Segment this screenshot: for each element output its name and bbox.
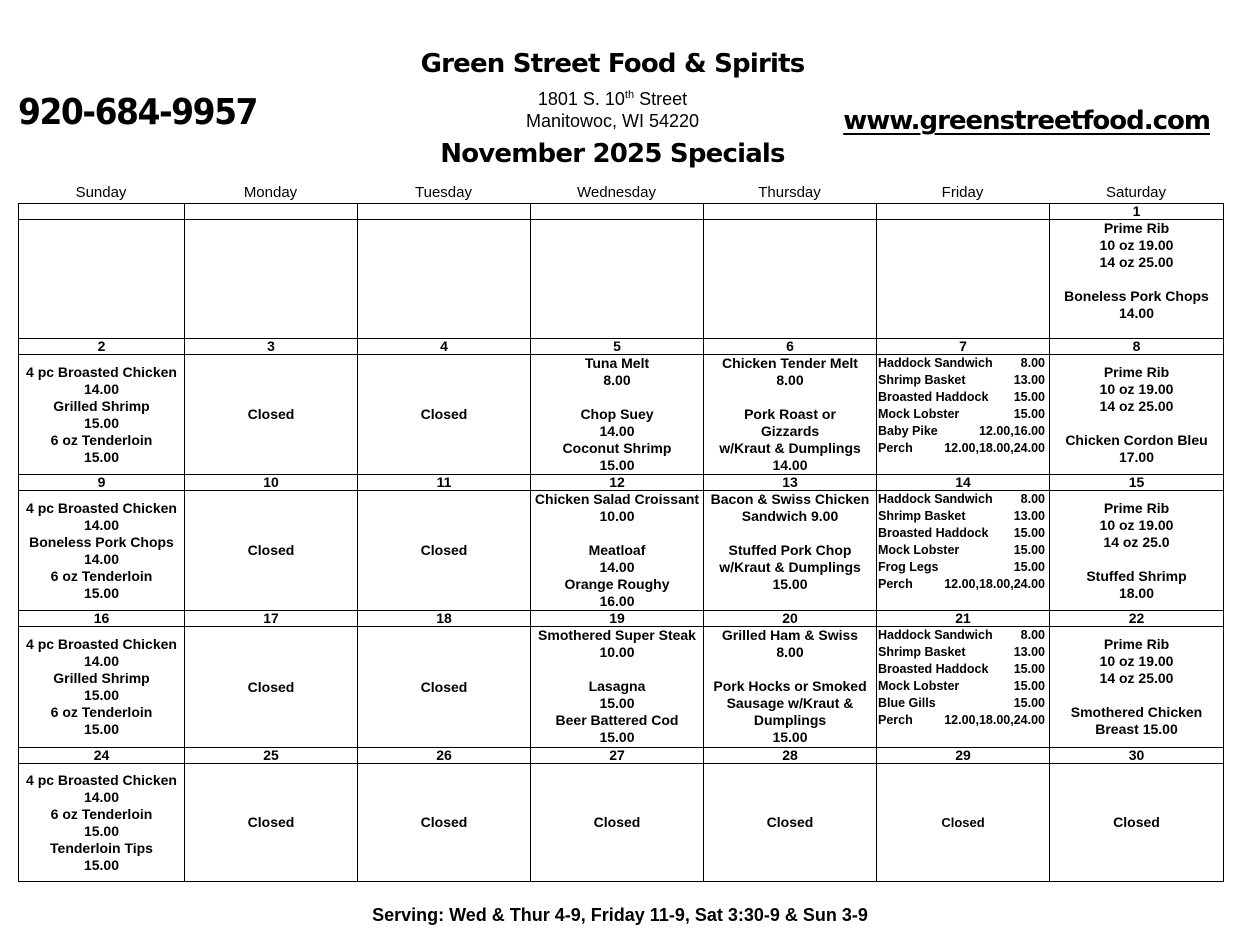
- special-line: 15.00: [83, 414, 120, 431]
- friday-menu-item: [877, 661, 1049, 678]
- friday-menu-item: [877, 355, 1049, 372]
- menu-item-price: 13.00: [1013, 373, 1045, 387]
- day-number: 20: [704, 611, 877, 627]
- menu-item-name: Perch: [878, 441, 913, 455]
- menu-item-name: Frog Legs: [878, 560, 939, 574]
- day-number: 12: [531, 475, 704, 491]
- closed-label: Closed: [1113, 814, 1160, 830]
- special-line: Chicken Salad Croissant: [534, 491, 700, 507]
- day-number: 7: [877, 339, 1050, 355]
- menu-item-name: Haddock Sandwich: [878, 492, 993, 506]
- specials-list: [185, 355, 357, 474]
- day-cell-thursday: [704, 491, 877, 611]
- week-number-row: [19, 475, 1224, 491]
- special-line: Grilled Shrimp: [53, 397, 150, 414]
- friday-menu-item: [877, 678, 1049, 695]
- day-number: 17: [185, 611, 358, 627]
- day-cell-tuesday: [358, 220, 531, 339]
- day-number: 26: [358, 748, 531, 764]
- special-line: 14 oz 25.00: [1099, 254, 1174, 270]
- special-line: 15.00: [83, 721, 120, 737]
- specials-list: [19, 627, 184, 747]
- specials-list: [531, 220, 703, 338]
- special-line: Beer Battered Cod: [555, 712, 679, 728]
- special-line: 10 oz 19.00: [1099, 237, 1174, 253]
- special-line: Breast 15.00: [1095, 721, 1178, 737]
- specials-list: [877, 764, 1049, 881]
- special-line: Sandwich 9.00: [741, 508, 839, 524]
- special-line: Boneless Pork Chops: [1064, 288, 1209, 304]
- special-line: Prime Rib: [1103, 636, 1170, 652]
- special-line: 14 oz 25.00: [1099, 670, 1174, 686]
- weekday-thursday: Thursday: [758, 184, 821, 201]
- special-line: 15.00: [83, 584, 120, 601]
- specials-list: [19, 220, 184, 338]
- special-line: 8.00: [776, 372, 804, 388]
- friday-menu-item: [877, 559, 1049, 576]
- week-number-row: [19, 748, 1224, 764]
- friday-menu-item: [877, 576, 1049, 593]
- special-line: 14.00: [599, 559, 635, 575]
- special-line: Prime Rib: [1103, 363, 1170, 380]
- specials-list: [358, 220, 530, 338]
- day-cell-saturday: [1050, 627, 1224, 748]
- friday-menu-item: [877, 440, 1049, 457]
- day-cell-monday: [185, 627, 358, 748]
- closed-label: Closed: [941, 815, 985, 830]
- special-line: 15.00: [83, 822, 120, 839]
- special-line: 14.00: [83, 788, 120, 805]
- special-line: Prime Rib: [1103, 220, 1170, 236]
- specials-list: [531, 355, 703, 474]
- week-specials-row: [19, 491, 1224, 611]
- friday-menu-item: [877, 627, 1049, 644]
- special-line: Grilled Shrimp: [53, 670, 150, 686]
- specials-list: [185, 220, 357, 338]
- closed-label: Closed: [593, 814, 641, 830]
- special-line: 4 pc Broasted Chicken: [26, 771, 177, 788]
- closed-label: Closed: [420, 542, 468, 558]
- specials-list: [1050, 627, 1223, 747]
- day-cell-wednesday: [531, 491, 704, 611]
- day-cell-thursday: [704, 355, 877, 475]
- menu-item-name: Mock Lobster: [878, 679, 960, 693]
- day-number: 22: [1050, 611, 1224, 627]
- menu-item-name: Shrimp Basket: [878, 373, 966, 387]
- friday-menu-item: [877, 712, 1049, 729]
- special-line: 15.00: [83, 448, 120, 465]
- menu-item-price: 13.00: [1013, 509, 1045, 523]
- calendar-grid: [18, 203, 1224, 882]
- closed-label: Closed: [420, 678, 468, 695]
- special-line: 16.00: [599, 593, 635, 609]
- special-line: Chicken Cordon Bleu: [1065, 431, 1208, 448]
- special-line: 14.00: [83, 516, 120, 533]
- special-line: 14.00: [83, 380, 120, 397]
- day-cell-friday: [877, 764, 1050, 882]
- special-line: 15.00: [599, 457, 635, 473]
- special-line: 15.00: [599, 729, 635, 745]
- menu-item-name: Broasted Haddock: [878, 390, 989, 404]
- special-line: 10.00: [599, 508, 635, 524]
- day-number: [19, 204, 185, 220]
- specials-list: [185, 491, 357, 610]
- day-number: 29: [877, 748, 1050, 764]
- menu-item-price: 15.00: [1013, 526, 1045, 540]
- special-line: Smothered Super Steak: [538, 627, 696, 643]
- special-line: 4 pc Broasted Chicken: [26, 499, 177, 516]
- day-cell-monday: [185, 491, 358, 611]
- friday-menu-item: [877, 491, 1049, 508]
- special-line: 17.00: [1118, 448, 1155, 465]
- specials-list: [1050, 355, 1223, 474]
- special-line: 14.00: [599, 423, 635, 439]
- special-line: 15.00: [772, 576, 808, 592]
- menu-item-price: 15.00: [1013, 407, 1045, 421]
- closed-label: Closed: [247, 678, 295, 695]
- menu-item-price: 13.00: [1013, 645, 1045, 659]
- menu-item-price: 15.00: [1013, 696, 1045, 710]
- specials-list: [531, 764, 703, 881]
- week-number-row: [19, 339, 1224, 355]
- special-line: 6 oz Tenderloin: [50, 704, 153, 720]
- day-cell-friday: [877, 220, 1050, 339]
- special-line: Stuffed Pork Chop: [728, 542, 852, 558]
- menu-item-name: Baby Pike: [878, 424, 938, 438]
- specials-list: [531, 627, 703, 747]
- day-cell-monday: [185, 220, 358, 339]
- day-number: 4: [358, 339, 531, 355]
- friday-menu-item: [877, 542, 1049, 559]
- special-line: 15.00: [599, 695, 635, 711]
- day-number: 6: [704, 339, 877, 355]
- friday-menu-item: [877, 389, 1049, 406]
- special-line: 15.00: [83, 856, 120, 873]
- special-line: 8.00: [776, 644, 804, 660]
- day-number: [877, 204, 1050, 220]
- friday-fish-menu: [877, 355, 1049, 457]
- specials-list: [185, 627, 357, 747]
- friday-menu-item: [877, 525, 1049, 542]
- specials-list: [19, 355, 184, 474]
- day-number: 13: [704, 475, 877, 491]
- special-line: w/Kraut & Dumplings: [719, 559, 861, 575]
- special-line: Coconut Shrimp: [562, 440, 672, 456]
- day-cell-monday: [185, 355, 358, 475]
- special-line: Chop Suey: [580, 406, 654, 422]
- friday-menu-item: [877, 695, 1049, 712]
- day-number: 5: [531, 339, 704, 355]
- specials-list: [704, 355, 876, 474]
- weekday-header-row: [18, 184, 1223, 202]
- week-specials-row: [19, 764, 1224, 882]
- menu-item-name: Haddock Sandwich: [878, 628, 993, 642]
- closed-label: Closed: [247, 814, 295, 830]
- menu-item-price: 8.00: [1020, 492, 1045, 506]
- week-specials-row: [19, 355, 1224, 475]
- phone-number: 920-684-9957: [18, 90, 258, 133]
- weekday-monday: Monday: [243, 184, 298, 201]
- day-cell-wednesday: [531, 355, 704, 475]
- day-cell-saturday: [1050, 355, 1224, 475]
- day-cell-tuesday: [358, 355, 531, 475]
- specials-list: [1050, 220, 1223, 338]
- week-number-row: [19, 611, 1224, 627]
- day-number: 28: [704, 748, 877, 764]
- day-number: 16: [19, 611, 185, 627]
- special-line: Lasagna: [588, 678, 646, 694]
- specials-list: [358, 627, 530, 747]
- day-number: 24: [19, 748, 185, 764]
- menu-item-price: 15.00: [1013, 390, 1045, 404]
- specials-list: [531, 491, 703, 610]
- special-line: 4 pc Broasted Chicken: [26, 363, 177, 380]
- menu-item-name: Broasted Haddock: [878, 526, 989, 540]
- menu-item-name: Shrimp Basket: [878, 509, 966, 523]
- day-cell-saturday: [1050, 220, 1224, 339]
- special-line: Orange Roughy: [564, 576, 670, 592]
- specials-list: [704, 491, 876, 610]
- day-cell-wednesday: [531, 220, 704, 339]
- day-number: 25: [185, 748, 358, 764]
- day-number: 27: [531, 748, 704, 764]
- day-cell-sunday: [19, 491, 185, 611]
- special-line: 15.00: [772, 729, 808, 745]
- specials-list: [704, 764, 876, 881]
- address-street-post: Street: [634, 89, 688, 109]
- friday-menu-item: [877, 406, 1049, 423]
- day-number: 2: [19, 339, 185, 355]
- day-number: 30: [1050, 748, 1224, 764]
- day-number: 1: [1050, 204, 1224, 220]
- special-line: 14.00: [83, 550, 120, 567]
- special-line: 8.00: [603, 372, 631, 388]
- day-number: 21: [877, 611, 1050, 627]
- week-specials-row: [19, 627, 1224, 748]
- special-line: 15.00: [83, 687, 120, 703]
- menu-item-name: Haddock Sandwich: [878, 356, 993, 370]
- day-number: 9: [19, 475, 185, 491]
- specials-list: [704, 627, 876, 747]
- closed-label: Closed: [766, 814, 814, 830]
- special-line: 14 oz 25.00: [1099, 397, 1174, 414]
- friday-fish-menu: [877, 491, 1049, 593]
- weekday-wednesday: Wednesday: [577, 184, 656, 201]
- day-number: 15: [1050, 475, 1224, 491]
- day-number: 3: [185, 339, 358, 355]
- specials-list: [877, 220, 1049, 338]
- closed-label: Closed: [247, 542, 295, 558]
- day-number: 19: [531, 611, 704, 627]
- special-line: Boneless Pork Chops: [29, 533, 174, 550]
- day-number: [185, 204, 358, 220]
- closed-label: Closed: [247, 406, 295, 422]
- friday-menu-item: [877, 372, 1049, 389]
- week-number-row: [19, 204, 1224, 220]
- weekday-friday: Friday: [941, 184, 984, 201]
- specials-list: [358, 764, 530, 881]
- day-cell-wednesday: [531, 764, 704, 882]
- menu-item-price: 15.00: [1013, 560, 1045, 574]
- special-line: 14.00: [1118, 305, 1155, 321]
- specials-list: [1050, 491, 1223, 610]
- specials-list: [704, 220, 876, 338]
- special-line: 18.00: [1118, 584, 1155, 601]
- special-line: w/Kraut & Dumplings: [719, 440, 861, 456]
- day-cell-tuesday: [358, 764, 531, 882]
- special-line: Stuffed Shrimp: [1086, 567, 1187, 584]
- menu-item-price: 15.00: [1013, 679, 1045, 693]
- menu-item-name: Broasted Haddock: [878, 662, 989, 676]
- day-cell-saturday: [1050, 491, 1224, 611]
- day-cell-wednesday: [531, 627, 704, 748]
- day-cell-sunday: [19, 627, 185, 748]
- special-line: 6 oz Tenderloin: [50, 431, 153, 448]
- day-number: 14: [877, 475, 1050, 491]
- day-cell-monday: [185, 764, 358, 882]
- website-link[interactable]: www.greenstreetfood.com: [843, 106, 1210, 136]
- special-line: 14.00: [772, 457, 808, 473]
- specials-list: [358, 491, 530, 610]
- special-line: 10.00: [599, 644, 635, 660]
- specials-list: [19, 491, 184, 610]
- friday-fish-menu: [877, 627, 1049, 729]
- month-title: November 2025 Specials: [440, 139, 785, 169]
- menu-item-price: 12.00,18.00,24.00: [944, 441, 1045, 455]
- weekday-saturday: Saturday: [1105, 184, 1167, 201]
- special-line: 6 oz Tenderloin: [50, 805, 153, 822]
- special-line: 10 oz 19.00: [1099, 516, 1174, 533]
- menu-item-name: Mock Lobster: [878, 407, 960, 421]
- day-cell-friday: [877, 355, 1050, 475]
- special-line: Chicken Tender Melt: [722, 355, 858, 371]
- menu-item-price: 8.00: [1020, 628, 1045, 642]
- special-line: Meatloaf: [588, 542, 646, 558]
- menu-item-price: 12.00,16.00: [978, 424, 1045, 438]
- day-number: 8: [1050, 339, 1224, 355]
- friday-menu-item: [877, 508, 1049, 525]
- day-cell-friday: [877, 491, 1050, 611]
- special-line: 6 oz Tenderloin: [50, 567, 153, 584]
- day-cell-tuesday: [358, 491, 531, 611]
- day-cell-saturday: [1050, 764, 1224, 882]
- special-line: 10 oz 19.00: [1099, 653, 1174, 669]
- day-cell-sunday: [19, 355, 185, 475]
- day-number: [358, 204, 531, 220]
- special-line: Tuna Melt: [584, 355, 650, 371]
- closed-label: Closed: [420, 814, 468, 830]
- day-cell-thursday: [704, 764, 877, 882]
- menu-item-name: Shrimp Basket: [878, 645, 966, 659]
- menu-item-price: 15.00: [1013, 662, 1045, 676]
- specials-list: [1050, 764, 1223, 881]
- special-line: Tenderloin Tips: [50, 839, 153, 856]
- day-number: [531, 204, 704, 220]
- day-cell-sunday: [19, 220, 185, 339]
- special-line: Grilled Ham & Swiss: [721, 627, 859, 643]
- specials-list: [358, 355, 530, 474]
- menu-item-price: 8.00: [1020, 356, 1045, 370]
- address-street-sup: th: [624, 89, 635, 101]
- special-line: Sausage w/Kraut &: [726, 695, 854, 711]
- friday-menu-item: [877, 644, 1049, 661]
- special-line: Pork Hocks or Smoked: [713, 678, 867, 694]
- menu-item-name: Perch: [878, 577, 913, 591]
- day-cell-thursday: [704, 220, 877, 339]
- restaurant-name: Green Street Food & Spirits: [420, 49, 805, 79]
- specials-list: [185, 764, 357, 881]
- day-cell-friday: [877, 627, 1050, 748]
- special-line: 14.00: [83, 653, 120, 669]
- day-number: 10: [185, 475, 358, 491]
- special-line: 10 oz 19.00: [1099, 380, 1174, 397]
- weekday-tuesday: Tuesday: [415, 184, 472, 201]
- address-street-pre: 1801 S. 10: [537, 89, 625, 109]
- special-line: Bacon & Swiss Chicken: [710, 491, 870, 507]
- day-number: 18: [358, 611, 531, 627]
- day-cell-sunday: [19, 764, 185, 882]
- special-line: Prime Rib: [1103, 499, 1170, 516]
- day-cell-tuesday: [358, 627, 531, 748]
- special-line: Smothered Chicken: [1070, 704, 1203, 720]
- special-line: Dumplings: [753, 712, 827, 728]
- specials-list: [19, 764, 184, 881]
- menu-item-price: 12.00,18.00,24.00: [944, 713, 1045, 727]
- special-line: 4 pc Broasted Chicken: [26, 636, 177, 652]
- closed-label: Closed: [420, 406, 468, 422]
- menu-item-name: Perch: [878, 713, 913, 727]
- special-line: Gizzards: [760, 423, 820, 439]
- special-line: Pork Roast or: [744, 406, 836, 422]
- address-city: Manitowoc, WI 54220: [525, 111, 700, 131]
- menu-item-price: 12.00,18.00,24.00: [944, 577, 1045, 591]
- weekday-sunday: Sunday: [75, 184, 127, 201]
- day-cell-thursday: [704, 627, 877, 748]
- friday-menu-item: [877, 423, 1049, 440]
- week-specials-row: [19, 220, 1224, 339]
- special-line: 14 oz 25.0: [1103, 533, 1170, 550]
- day-number: 11: [358, 475, 531, 491]
- serving-hours: Serving: Wed & Thur 4-9, Friday 11-9, Sat 3:30-9 & Sun 3-9: [372, 905, 868, 925]
- menu-item-name: Blue Gills: [878, 696, 936, 710]
- menu-item-name: Mock Lobster: [878, 543, 960, 557]
- day-number: [704, 204, 877, 220]
- menu-item-price: 15.00: [1013, 543, 1045, 557]
